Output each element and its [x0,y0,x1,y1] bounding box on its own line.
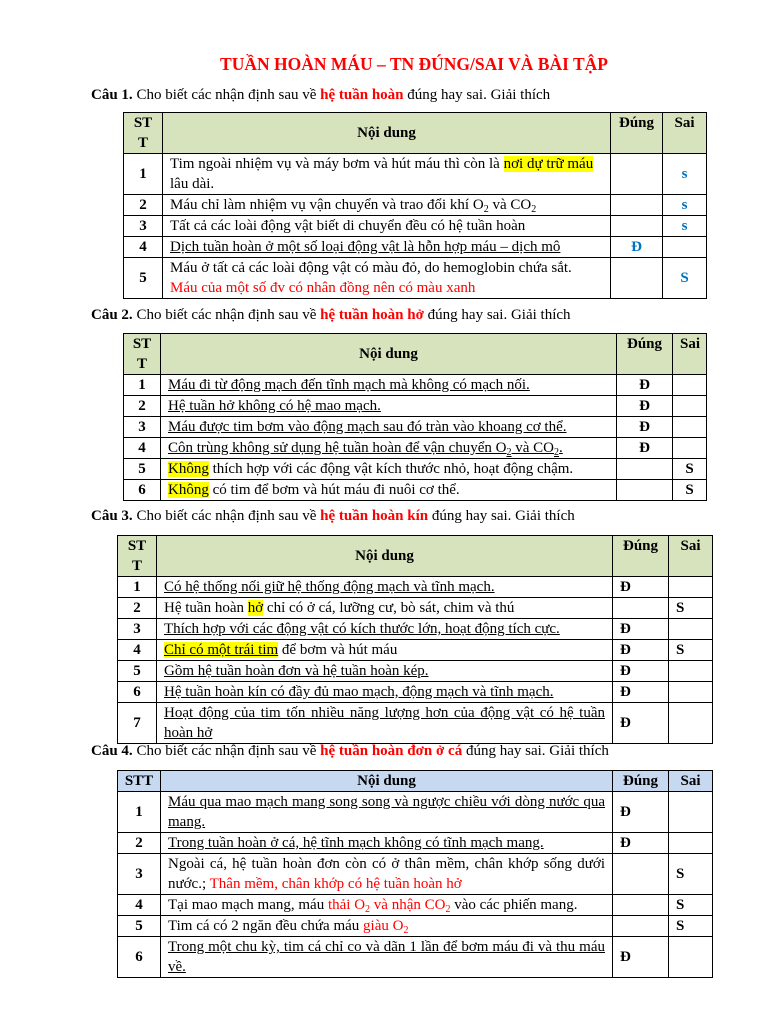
table-header-row [118,771,713,792]
statement-text: Tim cá có 2 ngăn đều chứa máu [168,918,364,934]
question-text: Cho biết các nhận định sau về [132,743,321,759]
row-number: 3 [124,417,161,438]
statement-text: lâu dài. [170,176,215,192]
statement-cell [157,577,613,598]
subscript-text: 2 [403,925,409,936]
true-mark: Đ [613,937,669,978]
statement-text: vào các phiến mang. [450,897,578,913]
statement-cell [163,258,611,299]
statement-cell [161,895,613,916]
statement-cell [163,216,611,237]
true-mark [617,459,673,480]
table-row [124,417,707,438]
true-mark: Đ [613,661,669,682]
row-number: 1 [124,375,161,396]
statement-text: Tại mao mạch mang, máu [168,897,328,913]
table-row [124,375,707,396]
subscript-text: 2 [554,447,559,458]
statement-paragraph [170,258,603,278]
row-number: 4 [118,895,161,916]
statement-paragraph [168,438,609,458]
question-topic: hệ tuần hoàn kín [320,508,429,524]
statement-paragraph [170,216,603,236]
header-content: Nội dung [161,771,613,792]
question-label: Câu 4. [91,743,133,759]
row-number: 1 [118,577,157,598]
statement-paragraph [168,895,605,915]
table-row [118,916,713,937]
false-mark: s [663,216,707,237]
red-answer-text: thải O [327,897,366,913]
true-mark: Đ [613,619,669,640]
table-row [124,154,707,195]
false-mark: S [669,916,713,937]
statement-text: Máu được tim bơm vào động mạch sau đó tràn vào khoang cơ thể. [168,419,567,435]
statement-cell [161,792,613,833]
false-mark [663,237,707,258]
statement-text: Tim ngoài nhiệm vụ và máy bơm và hút máu thì còn là [170,156,504,172]
row-number: 5 [118,661,157,682]
statement-text: Hệ tuần hở không có hệ mao mạch. [168,398,381,414]
table-header [124,113,707,154]
row-number: 6 [124,480,161,501]
header-stt: STT [124,334,161,375]
table-header [118,536,713,577]
false-mark [669,577,713,598]
table-header [124,334,707,375]
statement-cell [157,619,613,640]
statement-paragraph [168,792,605,832]
question-text: đúng hay sai. Giải thích [462,743,609,759]
statement-text: Hệ tuần hoàn [164,600,248,616]
table-row [118,640,713,661]
table-body [118,577,713,744]
false-mark: S [669,854,713,895]
table-row [124,237,707,258]
highlighted-text: Chỉ có một trái tim [164,642,279,658]
table-header-row [124,334,707,375]
table-body [124,154,707,299]
true-mark: Đ [613,792,669,833]
row-number: 2 [124,195,163,216]
false-mark: S [673,480,707,501]
question-text: Cho biết các nhận định sau về [132,87,321,103]
true-mark: Đ [611,237,663,258]
row-number: 5 [124,459,161,480]
statement-paragraph [168,375,609,395]
table-row [124,438,707,459]
false-mark: S [669,640,713,661]
statement-cell [161,417,617,438]
subscript-text: 2 [506,447,512,458]
statement-text: Máu đi từ động mạch đến tĩnh mạch mà không có mạch nối. [168,377,530,393]
table-row [118,661,713,682]
statement-text: Máu qua mao mạch mang song song và ngược chiều với dòng nước qua mang. [168,794,605,830]
true-mark: Đ [613,703,669,744]
true-mark: Đ [613,577,669,598]
table-row [118,854,713,895]
statement-paragraph [170,195,603,215]
true-mark: Đ [617,417,673,438]
statement-paragraph [168,459,609,479]
subscript-text: 2 [365,904,371,915]
red-answer-text: và nhận CO [370,897,446,913]
true-mark: Đ [613,682,669,703]
question-label: Câu 1. [91,87,133,103]
statement-cell [161,480,617,501]
table-body [118,792,713,978]
statement-paragraph [168,937,605,977]
statement-text: Máu chỉ làm nhiệm vụ vận chuyển và trao đổi khí O [170,197,484,213]
true-mark [611,195,663,216]
statement-cell [157,640,613,661]
header-stt: STT [118,771,161,792]
statement-paragraph [164,598,605,618]
table-row [124,195,707,216]
row-number: 6 [118,937,161,978]
red-answer-text: Máu của một số đv có nhân đồng nên có màu xanh [170,280,476,296]
table-row [124,480,707,501]
table-row [124,459,707,480]
red-answer-text: Thân mềm, chân khớp có hệ tuần hoàn hở [209,876,462,892]
red-answer-text: giàu O [363,918,404,934]
statement-cell [163,195,611,216]
false-mark [673,417,707,438]
false-mark: s [663,154,707,195]
statement-cell [161,833,613,854]
row-number: 1 [124,154,163,195]
header-stt: STT [124,113,163,154]
highlighted-text: Không [168,461,209,477]
statement-paragraph [170,278,603,298]
subscript-text: 2 [483,204,489,215]
question-2-table [123,333,707,501]
true-mark: Đ [613,833,669,854]
table-header-row [118,536,713,577]
table-row [118,792,713,833]
question-text: Cho biết các nhận định sau về [132,307,321,323]
row-number: 1 [118,792,161,833]
statement-text: Hoạt động của tim tốn nhiều năng lượng hơn của động vật có hệ tuần hoàn hở [164,705,605,741]
statement-paragraph [164,577,605,597]
statement-paragraph [164,640,605,660]
table-row [118,682,713,703]
table-row [118,703,713,744]
table-row [124,216,707,237]
statement-paragraph [164,703,605,743]
table-row [118,895,713,916]
header-false: Sai [673,334,707,375]
true-mark [613,895,669,916]
row-number: 7 [118,703,157,744]
question-3-heading [91,506,575,526]
row-number: 3 [118,854,161,895]
row-number: 3 [118,619,157,640]
true-mark [611,216,663,237]
false-mark [673,438,707,459]
statement-text: Hệ tuần hoàn kín có đầy đủ mao mạch, động mạch và tĩnh mạch. [164,684,554,700]
statement-cell [161,937,613,978]
question-3-table [117,535,713,744]
false-mark: S [673,459,707,480]
statement-text: Thích hợp với các động vật có kích thước lớn, hoạt động tích cực. [164,621,560,637]
statement-text: . [559,440,563,456]
false-mark [669,937,713,978]
statement-cell [157,682,613,703]
statement-paragraph [170,154,603,194]
statement-paragraph [164,682,605,702]
statement-paragraph [170,237,603,257]
header-true: Đúng [611,113,663,154]
true-mark: Đ [617,396,673,417]
statement-text: Ngoài cá, hệ tuần hoàn đơn còn có ở thân mềm, chân khớp sống dưới nước.; [168,856,605,892]
header-false: Sai [669,771,713,792]
table-row [118,598,713,619]
true-mark [613,598,669,619]
header-false: Sai [663,113,707,154]
header-false: Sai [669,536,713,577]
true-mark: Đ [613,640,669,661]
table-row [118,937,713,978]
highlighted-text: Không [168,482,209,498]
header-true: Đúng [617,334,673,375]
statement-paragraph [168,480,609,500]
subscript-text: 2 [531,204,537,215]
question-4-heading [91,741,609,761]
statement-text: và CO [511,440,554,456]
question-label: Câu 2. [91,307,133,323]
statement-paragraph [168,417,609,437]
statement-cell [163,154,611,195]
question-4-table [117,770,713,978]
true-mark: Đ [617,438,673,459]
false-mark [669,682,713,703]
question-topic: hệ tuần hoàn [320,87,404,103]
statement-cell [161,916,613,937]
header-content: Nội dung [163,113,611,154]
question-text: đúng hay sai. Giải thích [403,87,551,103]
statement-text: Tất cả các loài động vật biết di chuyển đều có hệ tuần hoàn [170,218,526,234]
table-header-row [124,113,707,154]
row-number: 3 [124,216,163,237]
true-mark [613,854,669,895]
statement-text: Máu ở tất cả các loài động vật có màu đỏ, do hemoglobin chứa sắt. [170,260,572,276]
statement-text: có tim để bơm và hút máu đi nuôi cơ thể. [208,482,460,498]
false-mark [669,792,713,833]
statement-text: Gồm hệ tuần hoàn đơn và hệ tuần hoàn kép. [164,663,429,679]
table-row [124,258,707,299]
statement-text: Trong một chu kỳ, tim cá chỉ co và dãn 1 lần để bơm máu đi và thu máu về. [168,939,605,975]
statement-cell [157,598,613,619]
statement-cell [161,396,617,417]
statement-text: thích hợp với các động vật kích thước nhỏ, hoạt động chậm. [208,461,574,477]
false-mark: S [669,598,713,619]
statement-cell [161,459,617,480]
statement-text: Có hệ thống nối giữ hệ thống động mạch và tĩnh mạch. [164,579,495,595]
statement-paragraph [168,854,605,894]
header-content: Nội dung [161,334,617,375]
header-content: Nội dung [157,536,613,577]
highlighted-text: hở [247,600,264,616]
row-number: 5 [118,916,161,937]
subscript-text: 2 [445,904,451,915]
statement-paragraph [168,396,609,416]
false-mark [669,661,713,682]
question-text: đúng hay sai. Giải thích [428,508,575,524]
statement-text: và CO [488,197,532,213]
row-number: 4 [118,640,157,661]
statement-paragraph [168,916,605,936]
statement-cell [161,375,617,396]
row-number: 6 [118,682,157,703]
question-text: đúng hay sai. Giải thích [423,307,571,323]
table-row [124,396,707,417]
row-number: 4 [124,438,161,459]
false-mark: s [663,195,707,216]
statement-cell [161,854,613,895]
true-mark [617,480,673,501]
statement-text: Côn trùng không sử dụng hệ tuần hoàn để vận chuyển O [168,440,507,456]
true-mark [613,916,669,937]
statement-text: chỉ có ở cá, lưỡng cư, bò sát, chim và thú [263,600,515,616]
true-mark: Đ [617,375,673,396]
table-header [118,771,713,792]
true-mark [611,154,663,195]
question-1-heading [91,85,550,105]
table-body [124,375,707,501]
false-mark: S [663,258,707,299]
table-row [118,619,713,640]
table-row [118,577,713,598]
question-label: Câu 3. [91,508,133,524]
row-number: 2 [124,396,161,417]
question-topic: hệ tuần hoàn đơn ở cá [320,743,463,759]
row-number: 2 [118,833,161,854]
row-number: 2 [118,598,157,619]
question-2-heading [91,305,571,325]
question-topic: hệ tuần hoàn hở [320,307,424,323]
document-title: TUẦN HOÀN MÁU – TN ĐÚNG/SAI VÀ BÀI TẬP [220,54,608,74]
false-mark [673,375,707,396]
statement-text: Dịch tuần hoàn ở một số loại động vật là hỗn hợp máu – dịch mô [170,239,561,255]
statement-cell [161,438,617,459]
false-mark [673,396,707,417]
statement-text: Trong tuần hoàn ở cá, hệ tĩnh mạch không có tĩnh mạch mang. [168,835,544,851]
statement-paragraph [164,619,605,639]
header-true: Đúng [613,771,669,792]
statement-text: để bơm và hút máu [278,642,398,658]
highlighted-text: nơi dự trữ máu [503,156,594,172]
statement-paragraph [164,661,605,681]
header-true: Đúng [613,536,669,577]
false-mark [669,833,713,854]
true-mark [611,258,663,299]
statement-cell [157,703,613,744]
false-mark: S [669,895,713,916]
question-1-table [123,112,707,299]
header-stt: STT [118,536,157,577]
question-text: Cho biết các nhận định sau về [132,508,321,524]
false-mark [669,619,713,640]
statement-paragraph [168,833,605,853]
statement-cell [157,661,613,682]
false-mark [669,703,713,744]
statement-cell [163,237,611,258]
row-number: 5 [124,258,163,299]
table-row [118,833,713,854]
row-number: 4 [124,237,163,258]
